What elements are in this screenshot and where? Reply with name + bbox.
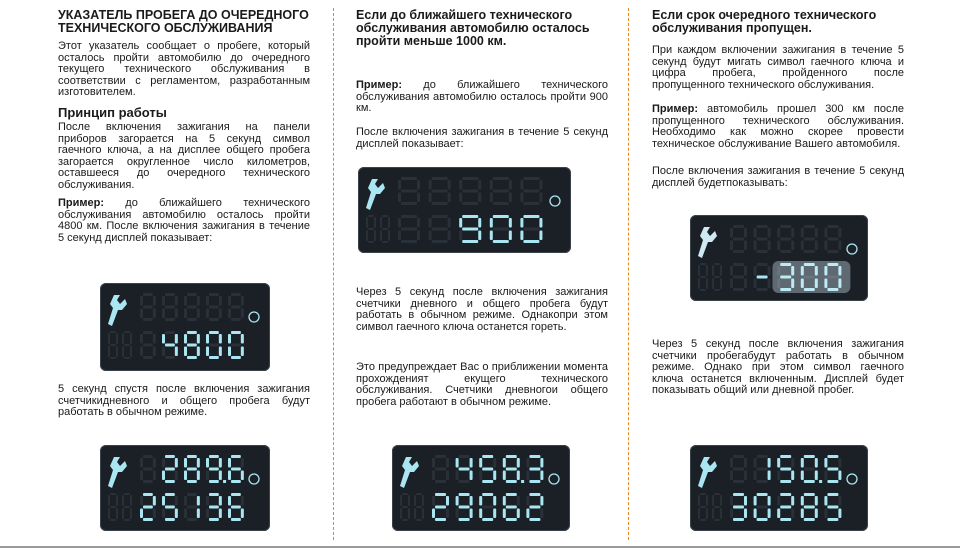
col1-after-text: 5 секунд спустя после включения зажигания счетчикидневного и общего пробега будут работать в обычном режиме. [58,383,310,419]
bottom-digit [520,215,542,243]
placeholder-digit [122,331,132,359]
top-digit [526,455,543,483]
placeholder-digit [108,331,118,359]
col1-principle-heading: Принцип работы [58,105,167,120]
col3-after-ignition: После включения зажигания в течение 5 секунд дисплей будетпоказывать: [652,165,904,189]
bottom-digit [162,331,178,359]
top-digit [162,293,178,321]
top-digit [801,225,818,253]
clock-icon [549,474,559,484]
placeholder-digit [122,493,132,521]
mileage-display-2a [358,167,571,253]
top-digit [754,225,771,253]
col1-example [58,198,310,244]
bottom-digit [162,493,178,521]
display-segments [358,167,571,253]
display-segments [690,215,868,301]
column-divider-1 [333,8,334,540]
top-digit [206,293,222,321]
wrench-icon [108,457,127,488]
top-digit [228,455,244,483]
top-digit [777,225,794,253]
col1-intro: Этот указатель сообщает о пробеге, который осталось пройти автомобилю до очередного текущего технического обслуживания в соответствии с регламентом, разработанным изготовителем. [58,40,310,99]
top-digit [490,177,512,205]
col3-example-label: Пример: [652,103,699,115]
bottom-digit [754,493,771,521]
placeholder-digit [414,493,424,521]
col3-para1: При каждом включении зажигания в течение 5 секунд будут мигать символ гаечного ключа и цифра пробега, пройденного после пропущенного технического обслуживания. [652,44,904,91]
bottom-digit [490,215,512,243]
col2-after-5s: Через 5 секунд после включения зажигания счетчики дневного и общего пробега будут работать в обычном режиме. Однакопри этом символ гаечного ключа останется гореть. [356,286,608,333]
bottom-digit [801,493,818,521]
top-digit [730,225,747,253]
bottom-digit [432,493,449,521]
blink-glow [772,261,850,293]
top-digit [429,177,451,205]
bottom-digit [777,493,794,521]
wrench-icon [400,457,419,488]
col3-example-text: автомобиль прошел 300 км после пропущенного технического обслуживания. Необходимо как можно скорее провести техническое обслуживание Вашего автомобиля. [652,103,904,150]
col2-warning: Это предупреждает Вас о приближении момента прохожденият екущего технического обслуживания. Счетчики дневногои общего пробега работают в обычном режиме. [356,361,608,408]
top-digit [459,177,481,205]
top-digit [456,455,473,483]
display-segments [690,445,868,531]
display-segments [392,445,570,531]
col2-title: Если до ближайшего технического обслуживания автомобилю осталось пройти меньше 1000 км. [356,8,590,48]
mileage-display-1b [100,445,270,531]
placeholder-digit [712,493,722,521]
top-digit [730,455,747,483]
bottom-digit [503,493,520,521]
bottom-digit [754,263,771,291]
bottom-digit [228,493,244,521]
bottom-digit [479,493,496,521]
bottom-digit [206,493,222,521]
bottom-digit [206,331,222,359]
top-digit [140,455,156,483]
top-digit [398,177,420,205]
clock-icon [249,474,259,484]
wrench-icon [698,457,717,488]
col1-example-text: до ближайшего технического обслуживания автомобилю осталось пройти 4800 км. После включения зажигания в течение 5 секунд дисплей показывает: [58,197,310,244]
column-3 [652,0,904,550]
top-digit [432,455,449,483]
decimal-point [223,480,226,483]
col2-example [356,80,608,115]
column-1 [58,0,310,550]
column-divider-2 [628,8,629,540]
mileage-display-3a [690,215,868,301]
top-digit [503,455,520,483]
top-digit [140,293,156,321]
display-segments [100,283,270,371]
top-digit [162,455,178,483]
col2-example-text: до ближайшего технического обслуживания автомобилю осталось пройти 900 км. [356,79,608,115]
bottom-digit [398,215,420,243]
bottom-digit [459,215,481,243]
top-digit [206,455,222,483]
top-digit [228,293,244,321]
mileage-display-1a [100,283,270,371]
clock-icon [249,312,259,322]
col3-title: Если срок очередного технического обслуживания пропущен. [652,8,877,35]
bottom-digit [184,331,200,359]
top-digit [184,455,200,483]
bottom-digit [228,331,244,359]
wrench-icon [366,179,385,210]
col3-after-5s: Через 5 секунд после включения зажигания счетчики пробегабудут работать в обычном режиме. Однако при этом символ гаечного ключа останется включенным. Дисплей будет показывать общий или дневной пробег. [652,338,904,397]
wrench-icon [108,295,127,326]
col2-example-label: Пример: [356,79,403,91]
clock-icon [847,244,857,254]
col2-after-ignition: После включения зажигания в течение 5 секунд дисплей показывает: [356,126,608,150]
bottom-digit [824,493,841,521]
placeholder-digit [712,263,722,291]
placeholder-digit [380,215,390,243]
mileage-display-3b [690,445,868,531]
placeholder-digit [108,493,118,521]
top-digit [520,177,542,205]
bottom-digit [526,493,543,521]
column-2 [356,0,608,550]
clock-icon [847,474,857,484]
placeholder-digit [400,493,410,521]
bottom-digit [730,493,747,521]
display-segments [100,445,270,531]
placeholder-digit [366,215,376,243]
wrench-icon [698,227,717,258]
decimal-point [521,480,524,483]
bottom-digit [140,331,156,359]
top-digit [824,455,841,483]
mileage-display-2b [392,445,570,531]
bottom-digit [140,493,156,521]
top-digit [824,225,841,253]
top-digit [801,455,818,483]
top-digit [754,455,771,483]
bottom-digit [184,493,200,521]
bottom-digit [429,215,451,243]
decimal-point [819,480,822,483]
placeholder-digit [698,493,708,521]
col1-principle-text: После включения зажигания на панели приборов загорается на 5 секунд символ гаечного ключа, а на дисплее общего пробега загорается округленное число километров, оставшееся до очередного технического обслуживания. [58,121,310,191]
placeholder-digit [698,263,708,291]
bottom-digit [730,263,747,291]
top-digit [479,455,496,483]
bottom-digit [456,493,473,521]
top-digit [184,293,200,321]
top-digit [777,455,794,483]
clock-icon [550,196,560,206]
col1-title-line1: УКАЗАТЕЛЬ ПРОБЕГА ДО ОЧЕРЕДНОГО [58,8,309,22]
col1-example-label: Пример: [58,197,105,209]
col1-title-line2: ТЕХНИЧЕСКОГО ОБСЛУЖИВАНИЯ [58,21,273,35]
col3-example [652,104,904,150]
